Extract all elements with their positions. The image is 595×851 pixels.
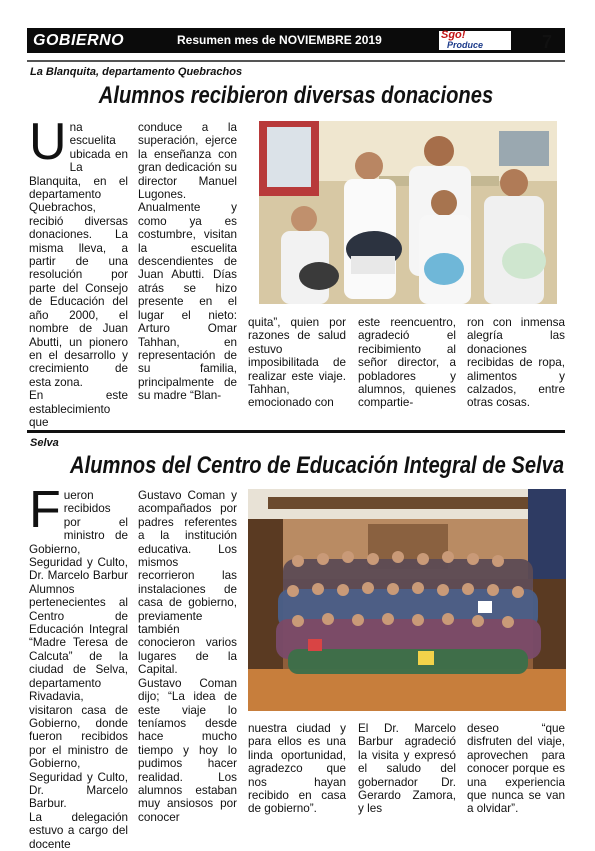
article2-paragraph-4: Gustavo Coman dijo; “La idea de este viaje lo teníamos desde hace mucho tiempo y hoy lo pudimos hacer realidad. Los alumnos estaban muy ansiosos por conocer <box>138 676 237 824</box>
article2-column-4 <box>358 722 456 816</box>
article1-paragraph-3: conduce a la superación, ejerce la enseñanza con gran dedicación su director Manuel Lugones. Anualmente y como ya es costumbre, visitan la escuelita descendientes de Juan Abutti. Días atrás se hizo presente en el lugar el nieto: Arturo Omar Tahhan, en representación de su familia, principalmente de su madre “Blan- <box>138 121 237 403</box>
article1-title: Alumnos recibieron diversas donaciones <box>98 82 494 109</box>
article2-kicker: Selva <box>30 437 59 449</box>
article1-paragraph-5: este reencuentro, agradeció el recibimiento al señor director, a pobladores y alumnos, quienes compartie- <box>358 316 456 410</box>
logo-text-bottom: Produce <box>447 40 484 50</box>
logo-text-top: Sgo! <box>441 29 466 41</box>
article2-paragraph-6: El Dr. Marcelo Barbur agradeció la visita y expresó el saludo del gobernador Dr. Gerardo Zamora, y les <box>358 722 456 816</box>
issue-summary: Resumen mes de NOVIEMBRE 2019 <box>177 33 382 47</box>
article2-group-photo <box>248 489 566 711</box>
article2-column-1 <box>29 481 128 851</box>
article1-photo <box>259 121 557 304</box>
article2-column-5 <box>467 722 565 816</box>
article1-paragraph-1: na escuelita ubicada en La Blanquita, en el departamento Quebrachos, recibió diversas donaciones. La misma lleva, a partir de una resolución por parte del Consejo de Educación del año 2000, el nombre de Juan Abutti, un pionero en el desarrollo y crecimiento de esta zona. <box>29 121 128 389</box>
article2-column-2 <box>138 489 237 824</box>
page-number: 7 <box>542 32 553 52</box>
article1-column-5 <box>467 316 565 410</box>
page-header <box>27 28 565 53</box>
article2-title: Alumnos del Centro de Educación Integral de Selva <box>70 452 565 479</box>
article2-dropcap: F <box>29 481 61 539</box>
header-divider <box>27 60 565 62</box>
article2-paragraph-3: Gustavo Coman y acompañados por padres referentes a la institución educativa. Los mismos recorrieron las instalaciones de casa de gobierno, previamente también conocieron varios lugares de la Capital. <box>138 489 237 677</box>
article2-column-3 <box>248 722 346 816</box>
article1-column-1 <box>29 113 128 429</box>
section-divider <box>27 430 565 433</box>
section-label: GOBIERNO <box>33 32 125 49</box>
article2-paragraph-7: deseo “que disfruten del viaje, aprovechen para conocer porque es una experiencia que nunca se van a olvidar”. <box>467 722 565 816</box>
article1-paragraph-6: ron con inmensa alegría las donaciones recibidas de ropa, alimentos y calzados, entre otras cosas. <box>467 316 565 410</box>
article1-column-3 <box>248 316 346 410</box>
article1-column-2 <box>138 121 237 403</box>
article2-paragraph-5: nuestra ciudad y para ellos es una linda oportunidad, agradezco que nos hayan recibido en casa de gobierno”. <box>248 722 346 816</box>
article1-dropcap: U <box>29 113 67 171</box>
article2-paragraph-2: La delegación estuvo a cargo del docente <box>29 810 128 851</box>
article1-paragraph-4: quita”, quien por razones de salud estuvo imposibilitada de realizar este viaje. Tahhan, emocionado con <box>248 316 346 410</box>
article1-column-4 <box>358 316 456 410</box>
article1-paragraph-2: En este establecimiento que <box>29 389 128 429</box>
sgo-produce-logo <box>439 31 511 50</box>
article1-kicker: La Blanquita, departamento Quebrachos <box>30 66 243 78</box>
article2-paragraph-1: ueron recibidos por el ministro de Gobierno, Seguridad y Culto, Dr. Marcelo Barbur Alumnos pertenecientes al Centro de Educación Integral “Madre Teresa de Calcuta” de la ciudad de Selva, departamento Rivadavia, visitaron casa de Gobierno, donde fueron recibidos por el ministro de Gobierno, Seguridad y Culto, Dr. Marcelo Barbur. <box>29 489 128 811</box>
